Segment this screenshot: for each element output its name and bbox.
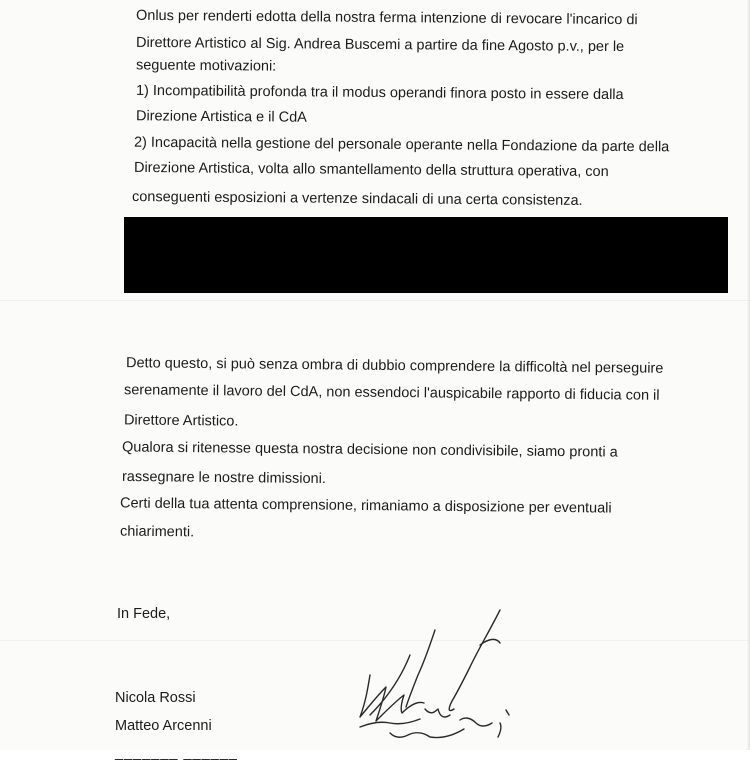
paragraph-3-line-2: rassegnare le nostre dimissioni. [121, 468, 326, 488]
redaction-block [124, 217, 728, 293]
paragraph-2-line-3: Direttore Artistico. [123, 412, 239, 430]
signatory-name: Nicola Rossi [115, 690, 196, 706]
reason-2-line-2: Direzione Artistica, volta allo smantellamento della struttura operativa, con [133, 159, 609, 181]
paragraph-2-line-1: Detto questo, si può senza ombra di dubbio comprendere la difficoltà nel perseguire [125, 355, 664, 377]
reason-1-line-2: Direzione Artistica e il CdA [135, 108, 307, 126]
reason-2-line-1: 2) Incapacità nella gestione del personale operante nella Fondazione da parte della [133, 134, 670, 156]
signatory-name-cut-off: _______ ______ [115, 745, 238, 761]
closing-salutation: In Fede, [117, 606, 171, 622]
paragraph-1-line-2: Direttore Artistico al Sig. Andrea Buscemi a partire da fine Agosto p.v., per le [135, 34, 625, 56]
paragraph-3-line-1: Qualora si ritenesse questa nostra decisione non condivisibile, siamo pronti a [121, 439, 618, 461]
paragraph-4-line-1: Certi della tua attenta comprensione, rimaniamo a disposizione per eventuali [119, 495, 612, 517]
paper-fold-line [0, 300, 750, 301]
handwritten-signature [330, 605, 530, 750]
signatory-name: Matteo Arcenni [115, 718, 212, 734]
paragraph-1-line-1: Onlus per renderti edotta della nostra ferma intenzione di revocare l'incarico di [135, 7, 638, 29]
paragraph-4-line-2: chiarimenti. [119, 523, 195, 541]
reason-1-line-1: 1) Incompatibilità profonda tra il modus operandi finora posto in essere dalla [135, 82, 624, 104]
paragraph-1-line-3: seguente motivazioni: [135, 57, 277, 75]
paragraph-2-line-2: serenamente il lavoro del CdA, non essendoci l'auspicabile rapporto di fiducia con il [123, 382, 660, 404]
reason-2-line-3: conseguenti esposizioni a vertenze sindacali di una certa consistenza. [131, 189, 583, 209]
